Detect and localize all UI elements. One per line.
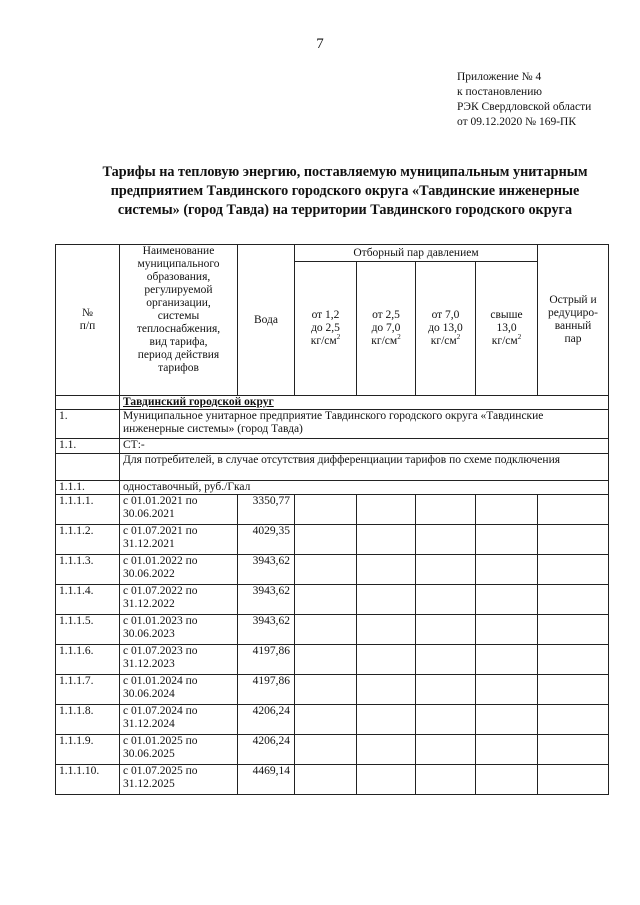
header-pressure-1: от 1,2 до 2,5 $кг/см^2$ <box>295 262 357 396</box>
row-period: с 01.07.2022 по 31.12.2022 <box>120 585 238 615</box>
header-number: № п/п <box>56 245 120 396</box>
table-row <box>56 675 609 705</box>
table-row <box>56 705 609 735</box>
row-period: с 01.01.2022 по 30.06.2022 <box>120 555 238 585</box>
row-empty-cell <box>357 735 416 765</box>
appendix-reference <box>457 70 591 130</box>
header-name: Наименование муниципального образования, регулируемой организации, системы теплоснабжения, вид тарифа, период действия тарифов <box>120 245 238 396</box>
row-empty-cell <box>295 675 357 705</box>
row-empty-cell <box>476 585 538 615</box>
consumers-row <box>56 454 609 481</box>
row-period: с 01.01.2023 по 30.06.2023 <box>120 615 238 645</box>
row-empty-cell <box>357 675 416 705</box>
row-empty-cell <box>538 495 609 525</box>
row-period: с 01.01.2025 по 30.06.2025 <box>120 735 238 765</box>
row-empty-cell <box>357 555 416 585</box>
row-empty-cell <box>476 705 538 735</box>
st-row <box>56 439 609 454</box>
row-period: с 01.07.2025 по 31.12.2025 <box>120 765 238 795</box>
rate-type-row <box>56 481 609 495</box>
row-water-tariff: 4197,86 <box>238 675 295 705</box>
row-water-tariff: 4197,86 <box>238 645 295 675</box>
consumers-label: Для потребителей, в случае отсутствия дифференциации тарифов по схеме подключения <box>120 454 609 481</box>
row-empty-cell <box>416 645 476 675</box>
row-empty-cell <box>476 645 538 675</box>
header-water: Вода <box>238 245 295 396</box>
appendix-line: РЭК Свердловской области <box>457 101 592 113</box>
row-water-tariff: 3943,62 <box>238 615 295 645</box>
st-label: СТ:- <box>120 439 609 454</box>
title-line: предприятием Тавдинского городского округа «Тавдинские инженерные <box>110 183 580 199</box>
row-period: с 01.01.2021 по 30.06.2021 <box>120 495 238 525</box>
row-empty-cell <box>295 555 357 585</box>
row-empty-cell <box>538 645 609 675</box>
row-empty-cell <box>476 675 538 705</box>
row-water-tariff: 4206,24 <box>238 735 295 765</box>
district-name: Тавдинский городской округ <box>120 396 609 410</box>
row-period: с 01.07.2024 по 31.12.2024 <box>120 705 238 735</box>
organization-number: 1. <box>56 410 120 439</box>
row-period: с 01.07.2023 по 31.12.2023 <box>120 645 238 675</box>
row-empty-cell <box>416 495 476 525</box>
table-row <box>56 615 609 645</box>
row-empty-cell <box>538 555 609 585</box>
row-number: 1.1.1.2. <box>56 525 120 555</box>
row-empty-cell <box>357 765 416 795</box>
row-number: 1.1.1.10. <box>56 765 120 795</box>
row-empty-cell <box>538 585 609 615</box>
table-row <box>56 765 609 795</box>
row-empty-cell <box>416 675 476 705</box>
rate-type-number: 1.1.1. <box>56 481 120 495</box>
row-empty-cell <box>416 765 476 795</box>
tariff-table <box>55 244 609 795</box>
table-row <box>56 555 609 585</box>
row-number: 1.1.1.6. <box>56 645 120 675</box>
st-number: 1.1. <box>56 439 120 454</box>
row-empty-cell <box>476 735 538 765</box>
row-empty-cell <box>295 765 357 795</box>
row-empty-cell <box>295 585 357 615</box>
header-steam-group: Отборный пар давлением <box>295 245 538 262</box>
row-empty-cell <box>416 705 476 735</box>
row-empty-cell <box>295 735 357 765</box>
row-number: 1.1.1.7. <box>56 675 120 705</box>
row-number: 1.1.1.4. <box>56 585 120 615</box>
organization-row <box>56 410 609 439</box>
row-empty-cell <box>357 615 416 645</box>
row-empty-cell <box>357 495 416 525</box>
row-empty-cell <box>538 765 609 795</box>
row-water-tariff: 3943,62 <box>238 555 295 585</box>
row-empty-cell <box>416 735 476 765</box>
title-line: системы» (город Тавда) на территории Тавдинского городского округа <box>117 202 573 218</box>
district-row <box>56 396 609 410</box>
row-empty-cell <box>538 525 609 555</box>
table-row <box>56 495 609 525</box>
organization-name: Муниципальное унитарное предприятие Тавдинского городского округа «Тавдинские инженерные системы» (город Тавда) <box>120 410 609 439</box>
row-empty-cell <box>295 645 357 675</box>
appendix-line: от 09.12.2020 № 169-ПК <box>457 116 577 128</box>
page-number: 7 <box>316 36 324 52</box>
tariff-rows <box>56 495 609 795</box>
appendix-line: к постановлению <box>457 86 542 98</box>
row-water-tariff: 4469,14 <box>238 765 295 795</box>
row-number: 1.1.1.8. <box>56 705 120 735</box>
row-empty-cell <box>538 615 609 645</box>
row-empty-cell <box>476 555 538 585</box>
row-number: 1.1.1.9. <box>56 735 120 765</box>
row-empty-cell <box>538 735 609 765</box>
document-title <box>60 163 630 220</box>
header-pressure-4: свыше 13,0 $кг/см^2$ <box>476 262 538 396</box>
table-row <box>56 735 609 765</box>
title-line: Тарифы на тепловую энергию, поставляемую муниципальным унитарным <box>102 164 588 180</box>
row-water-tariff: 4029,35 <box>238 525 295 555</box>
row-empty-cell <box>416 615 476 645</box>
row-empty-cell <box>476 765 538 795</box>
row-empty-cell <box>416 525 476 555</box>
row-empty-cell <box>295 705 357 735</box>
row-empty-cell <box>357 585 416 615</box>
table-row <box>56 645 609 675</box>
row-empty-cell <box>476 615 538 645</box>
row-period: с 01.01.2024 по 30.06.2024 <box>120 675 238 705</box>
header-pressure-2: от 2,5 до 7,0 $кг/см^2$ <box>357 262 416 396</box>
row-empty-cell <box>416 585 476 615</box>
row-water-tariff: 3350,77 <box>238 495 295 525</box>
row-empty-cell <box>357 645 416 675</box>
row-empty-cell <box>295 495 357 525</box>
table-row <box>56 585 609 615</box>
table-row <box>56 525 609 555</box>
row-number: 1.1.1.5. <box>56 615 120 645</box>
row-number: 1.1.1.3. <box>56 555 120 585</box>
row-period: с 01.07.2021 по 31.12.2021 <box>120 525 238 555</box>
row-empty-cell <box>357 525 416 555</box>
row-empty-cell <box>295 525 357 555</box>
row-water-tariff: 3943,62 <box>238 585 295 615</box>
appendix-line: Приложение № 4 <box>457 71 542 83</box>
row-empty-cell <box>476 495 538 525</box>
row-empty-cell <box>538 705 609 735</box>
rate-type-label: одноставочный, руб./Гкал <box>120 481 609 495</box>
row-water-tariff: 4206,24 <box>238 705 295 735</box>
row-empty-cell <box>295 615 357 645</box>
row-empty-cell <box>538 675 609 705</box>
header-pressure-3: от 7,0 до 13,0 $кг/см^2$ <box>416 262 476 396</box>
header-sharp-steam: Острый и редуциро- ванный пар <box>538 245 609 396</box>
row-empty-cell <box>357 705 416 735</box>
row-empty-cell <box>416 555 476 585</box>
row-empty-cell <box>476 525 538 555</box>
row-number: 1.1.1.1. <box>56 495 120 525</box>
